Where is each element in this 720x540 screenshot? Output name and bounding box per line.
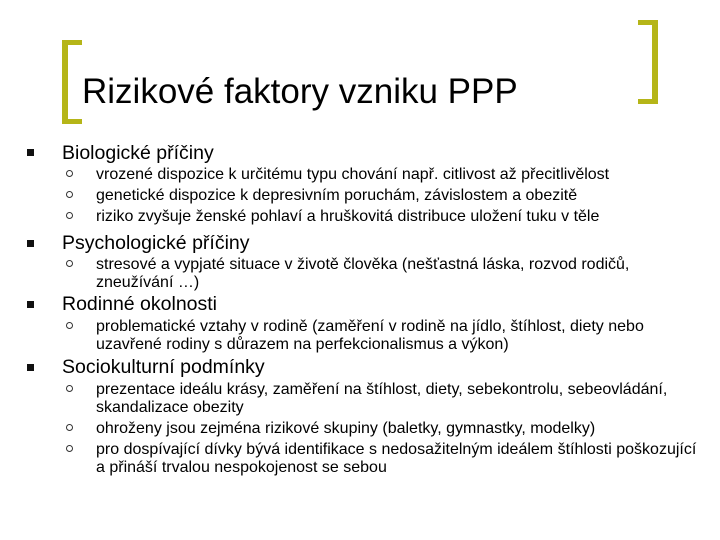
section-heading-psychologicke: Psychologické příčiny [62, 232, 250, 254]
section-bullet [27, 149, 34, 156]
section-bullet [27, 364, 34, 371]
section-heading-biologicke: Biologické příčiny [62, 142, 214, 164]
sub-bullet [66, 385, 73, 392]
list-item: stresové a vypjaté situace v životě člověka (nešťastná láska, rozvod rodičů, zneužívání …) [96, 256, 630, 291]
sub-bullet [66, 212, 73, 219]
sub-bullet [66, 445, 73, 452]
list-item: pro dospívající dívky bývá identifikace s nedosažitelným ideálem štíhlosti poškozující a přináší trvalou nespokojenost se sebou [96, 441, 697, 476]
section-bullet [27, 301, 34, 308]
list-item: problematické vztahy v rodině (zaměření v rodině na jídlo, štíhlost, diety nebo uzavřené rodiny s důrazem na perfekcionalismus a výkon) [96, 318, 644, 353]
list-item: ohroženy jsou zejména rizikové skupiny (baletky, gymnastky, modelky) [96, 420, 596, 437]
section-heading-sociokulturni: Sociokulturní podmínky [62, 356, 265, 378]
sub-bullet [66, 322, 73, 329]
sub-bullet [66, 260, 73, 267]
slide-title: Rizikové faktory vzniku PPP [82, 72, 518, 111]
list-item: riziko zvyšuje ženské pohlaví a hruškovitá distribuce uložení tuku v těle [96, 208, 600, 225]
sub-bullet [66, 191, 73, 198]
sub-bullet [66, 424, 73, 431]
section-heading-rodinne: Rodinné okolnosti [62, 293, 218, 315]
list-item: genetické dispozice k depresivním poruchám, závislostem a obezitě [96, 187, 578, 204]
section-bullet [27, 240, 34, 247]
sub-bullet [66, 170, 73, 177]
list-item: prezentace ideálu krásy, zaměření na štíhlost, diety, sebekontrolu, sebeovládání, skandalizace obezity [96, 381, 668, 416]
list-item: vrozené dispozice k určitému typu chování např. citlivost až přecitlivělost [96, 166, 610, 183]
